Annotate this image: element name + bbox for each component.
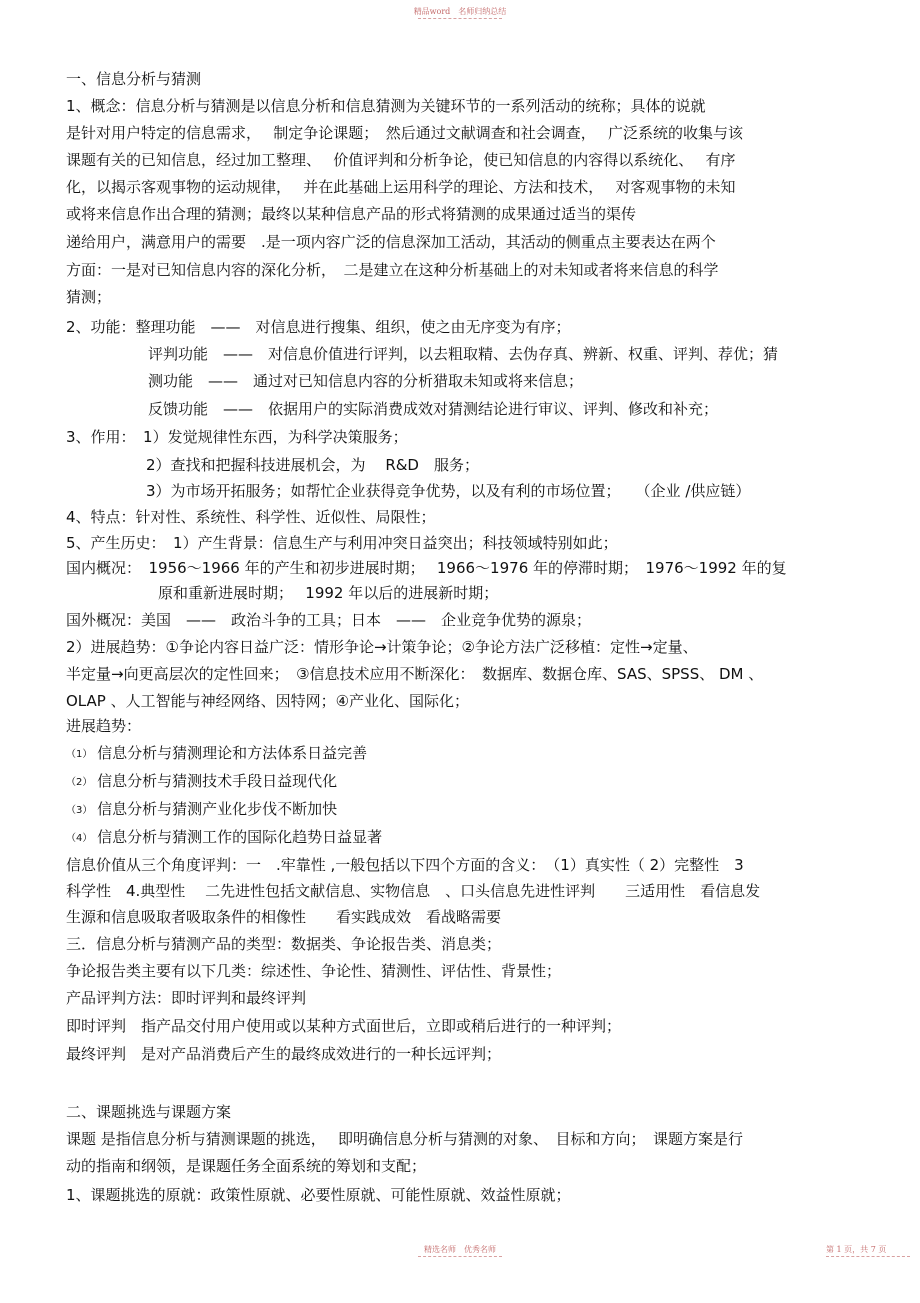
paragraph-line: 2）进展趋势：①争论内容日益广泛：情形争论→计策争论；②争论方法广泛移植：定性→定量、 <box>66 638 698 656</box>
footer-divider <box>418 1256 502 1257</box>
paragraph-line: 猜测； <box>66 288 112 306</box>
item-text: 信息分析与猜测产业化步伐不断加快 <box>97 800 338 818</box>
item-number: （4） <box>66 833 93 844</box>
page-number: 第 1 页，共 7 页 <box>826 1245 887 1254</box>
paragraph-line: 课题 是指信息分析与猜测课题的挑选， 即明确信息分析与猜测的对象、 目标和方向； 课题方案是行 <box>66 1130 744 1148</box>
paragraph-line: 半定量→向更高层次的定性回来； ③信息技术应用不断深化： 数据库、数据仓库、SAS、SPSS、 DM 、 <box>66 665 764 683</box>
page-footer: 精选名师 优秀名师 <box>424 1245 496 1254</box>
item-text: 信息分析与猜测技术手段日益现代化 <box>97 772 338 790</box>
paragraph-line: 课题有关的已知信息，经过加工整理、 价值评判和分析争论，使已知信息的内容得以系统化、 有序 <box>66 151 736 169</box>
paragraph-line: 即时评判 指产品交付用户使用或以某种方式面世后，立即或稍后进行的一种评判； <box>66 1017 622 1035</box>
paragraph-line: 3、作用： 1）发觉规律性东西，为科学决策服务； <box>66 428 408 446</box>
paragraph-line: 最终评判 是对产品消费后产生的最终成效进行的一种长远评判； <box>66 1045 502 1063</box>
numbered-item <box>66 772 337 792</box>
paragraph-line: 2、功能：整理功能 —— 对信息进行搜集、组织，使之由无序变为有序； <box>66 318 571 336</box>
item-text: 信息分析与猜测工作的国际化趋势日益显著 <box>97 828 383 846</box>
paragraph-line: 1、概念：信息分析与猜测是以信息分析和信息猜测为关键环节的一系列活动的统称；具体的说就 <box>66 97 706 115</box>
paragraph-line: 动的指南和纲领，是课题任务全面系统的筹划和支配； <box>66 1157 427 1175</box>
paragraph-line: 生源和信息吸取者吸取条件的相像性 看实践成效 看战略需要 <box>66 908 502 926</box>
paragraph-line: 争论报告类主要有以下几类：综述性、争论性、猜测性、评估性、背景性； <box>66 962 562 980</box>
paragraph-line: 国内概况： 1956～1966 年的产生和初步进展时期； 1966～1976 年的停滞时期； 1976～1992 年的复 <box>66 559 787 577</box>
header-divider <box>418 18 502 19</box>
item-number: （2） <box>66 777 93 788</box>
paragraph-line: 方面：一是对已知信息内容的深化分析， 二是建立在这种分析基础上的对未知或者将来信息的科学 <box>66 261 719 279</box>
paragraph-line: 评判功能 —— 对信息价值进行评判，以去粗取精、去伪存真、辨新、权重、评判、荐优；猜 <box>148 345 779 363</box>
numbered-item <box>66 828 382 848</box>
paragraph-line: 进展趋势： <box>66 717 142 735</box>
numbered-item <box>66 800 337 820</box>
page-number-divider <box>826 1256 910 1257</box>
paragraph-line: 3）为市场开拓服务；如帮忙企业获得竞争优势，以及有利的市场位置； （企业 /供应链） <box>146 482 751 500</box>
paragraph-line: 反馈功能 —— 依据用户的实际消费成效对猜测结论进行审议、评判、修改和补充； <box>148 400 719 418</box>
paragraph-line: 4、特点：针对性、系统性、科学性、近似性、局限性； <box>66 508 436 526</box>
paragraph-line: 递给用户，满意用户的需要 .是一项内容广泛的信息深加工活动，其活动的侧重点主要表达在两个 <box>66 233 716 251</box>
paragraph-line: 三．信息分析与猜测产品的类型：数据类、争论报告类、消息类； <box>66 935 502 953</box>
section-heading-1: 一、信息分析与猜测 <box>66 70 202 88</box>
numbered-item <box>66 744 367 764</box>
paragraph-line: 信息价值从三个角度评判：一 .牢靠性 ,一般包括以下四个方面的含义： （1）真实性（ 2）完整性 3 <box>66 856 744 874</box>
paragraph-line: 1、课题挑选的原就：政策性原就、必要性原就、可能性原就、效益性原就； <box>66 1186 571 1204</box>
section-heading-2: 二、课题挑选与课题方案 <box>66 1103 232 1121</box>
item-text: 信息分析与猜测理论和方法体系日益完善 <box>97 744 368 762</box>
paragraph-line: 测功能 —— 通过对已知信息内容的分析猎取未知或将来信息； <box>148 372 584 390</box>
paragraph-line: 国外概况：美国 —— 政治斗争的工具；日本 —— 企业竞争优势的源泉； <box>66 611 592 629</box>
paragraph-line: 5、产生历史： 1）产生背景：信息生产与利用冲突日益突出；科技领域特别如此； <box>66 534 618 552</box>
paragraph-line: 化，以揭示客观事物的运动规律， 并在此基础上运用科学的理论、方法和技术， 对客观事物的未知 <box>66 178 736 196</box>
paragraph-line: 原和重新进展时期； 1992 年以后的进展新时期； <box>158 584 499 602</box>
paragraph-line: 或将来信息作出合理的猜测；最终以某种信息产品的形式将猜测的成果通过适当的渠传 <box>66 205 637 223</box>
paragraph-line: 是针对用户特定的信息需求， 制定争论课题； 然后通过文献调查和社会调查， 广泛系统的收集与该 <box>66 124 744 142</box>
page-header: 精品word 名师归纳总结 <box>413 7 507 16</box>
item-number: （3） <box>66 805 93 816</box>
paragraph-line: 产品评判方法：即时评判和最终评判 <box>66 989 307 1007</box>
paragraph-line: OLAP 、人工智能与神经网络、因特网；④产业化、国际化； <box>66 692 470 710</box>
paragraph-line: 科学性 4.典型性 二先进性包括文献信息、实物信息 、口头信息先进性评判 三适用性 看信息发 <box>66 882 761 900</box>
paragraph-line: 2）查找和把握科技进展机会，为 R&D 服务； <box>146 456 479 474</box>
item-number: （1） <box>66 749 93 760</box>
